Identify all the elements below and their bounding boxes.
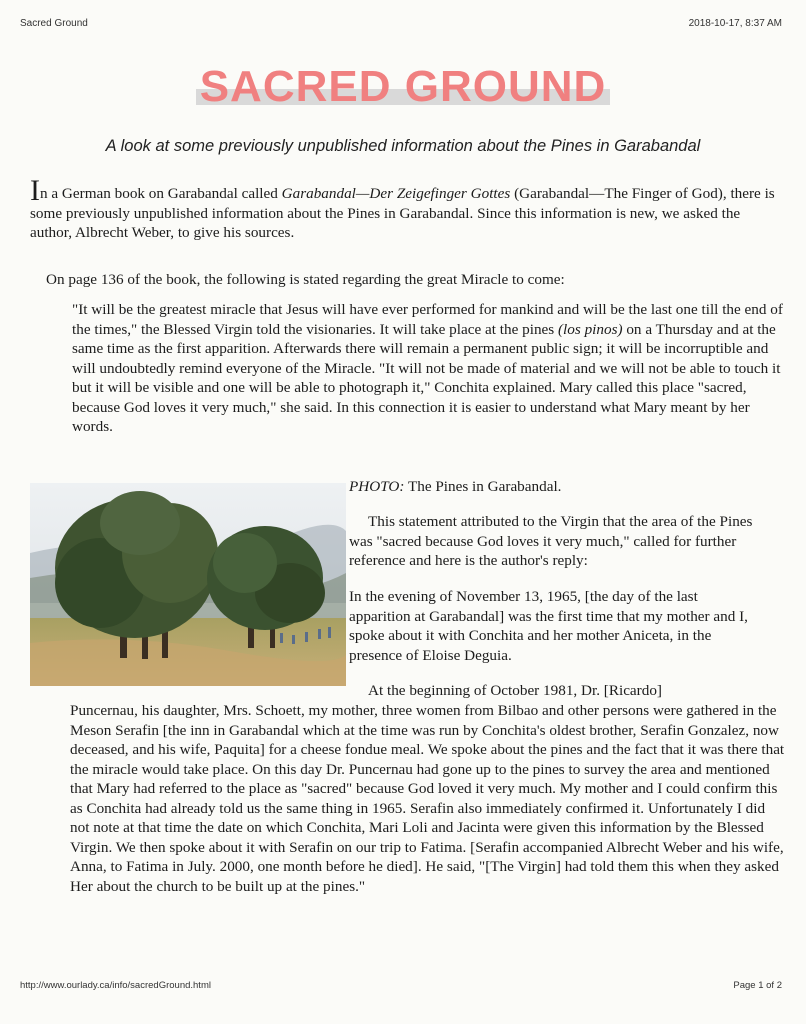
photo-caption (349, 477, 561, 497)
print-footer-url: http://www.ourlady.ca/info/sacredGround.html (20, 980, 211, 991)
statement-paragraph: This statement attributed to the Virgin that the area of the Pines was "sacred because God loves it very much," called for further reference and here is the author's reply: (349, 513, 753, 569)
photo-caption-label: PHOTO: (349, 478, 405, 495)
print-header-title: Sacred Ground (20, 18, 88, 29)
quote-italic: (los pinos) (557, 320, 623, 338)
intro-text-1: n a German book on Garabandal called (40, 185, 282, 202)
print-footer-page: Page 1 of 2 (733, 980, 782, 991)
page-reference-paragraph: On page 136 of the book, the following is stated regarding the great Miracle to come: (46, 271, 565, 288)
article-title (0, 62, 806, 112)
quoted-passage (72, 300, 788, 437)
intro-paragraph (30, 174, 780, 243)
evening-paragraph: In the evening of November 13, 1965, [the day of the last apparition at Garabandal] was the first time that my mother and I, spoke about it with Conchita and her mother Aniceta, in the presence of Eloise Deguia. (349, 588, 748, 664)
article-title-text: SACRED GROUND (196, 62, 611, 111)
drop-cap: I (30, 174, 40, 207)
photo-caption-text: The Pines in Garabandal. (404, 478, 562, 495)
october-paragraph: Puncernau, his daughter, Mrs. Schoett, my mother, three women from Bilbao and other persons were gathered in the Meson Serafin [the inn in Garabandal which at the time was run by Conchita's oldest brother, Serafin Gonzalez, now deceased, and his wife, Paquita] for a cheese fondue meal. We spoke about the pines and the fact that it was there that the miracle would take place. On this day Dr. Puncernau had gone up to the pines to survey the area and mentioned that Mary had referred to the place as "sacred" because God loved it very much. My mother and I could confirm this as Conchita had already told us the same thing in 1965. Serafin also immediately confirmed it. Unfortunately I did not note at that time the date on which Conchita, Mari Loli and Jacinta were given this information by the Blessed Virgin. We then spoke about it with Serafin on our trip to Fatima. [Serafin accompanied Albrecht Weber and his wife, Anna, to Fatima in July. 2000, one month before he died]. He said, "[The Virgin] had told them this when they asked Her about the church to be built up at the pines." (70, 702, 785, 895)
pines-photo (30, 483, 346, 686)
quote-text-1: "It will be the greatest miracle that Jesus will have ever performed for mankind and will be the last one till the end of the times," the Blessed Virgin told the visionaries. It will take place at the pines (72, 301, 783, 338)
quote-text-2: on a Thursday and at the same time as the first apparition. Afterwards there will remain a permanent public sign; it will be incorruptible and will undoubtedly remind everyone of the Miracle. "It will not be made of material and we will not be able to touch it but it will be visible and one will be able to photograph it," Conchita explained. Mary called this place "sacred, because God loves it very much," she said. In this connection it is easier to understand what Mary meant by her words. (72, 320, 781, 435)
book-title: Garabandal—Der Zeigefinger Gottes (281, 185, 511, 202)
pines-photo-image (30, 483, 346, 686)
print-header-timestamp: 2018-10-17, 8:37 AM (688, 18, 782, 29)
intro-text-2: (Garabandal—The Finger of God), there is some previously unpublished information about the Pines in Garabandal. Since this information is new, we asked the author, Albrecht Weber, to give his sources. (30, 185, 775, 241)
article-subtitle: A look at some previously unpublished information about the Pines in Garabandal (105, 137, 701, 155)
october-paragraph-first-line: At the beginning of October 1981, Dr. [Ricardo] (368, 682, 662, 699)
